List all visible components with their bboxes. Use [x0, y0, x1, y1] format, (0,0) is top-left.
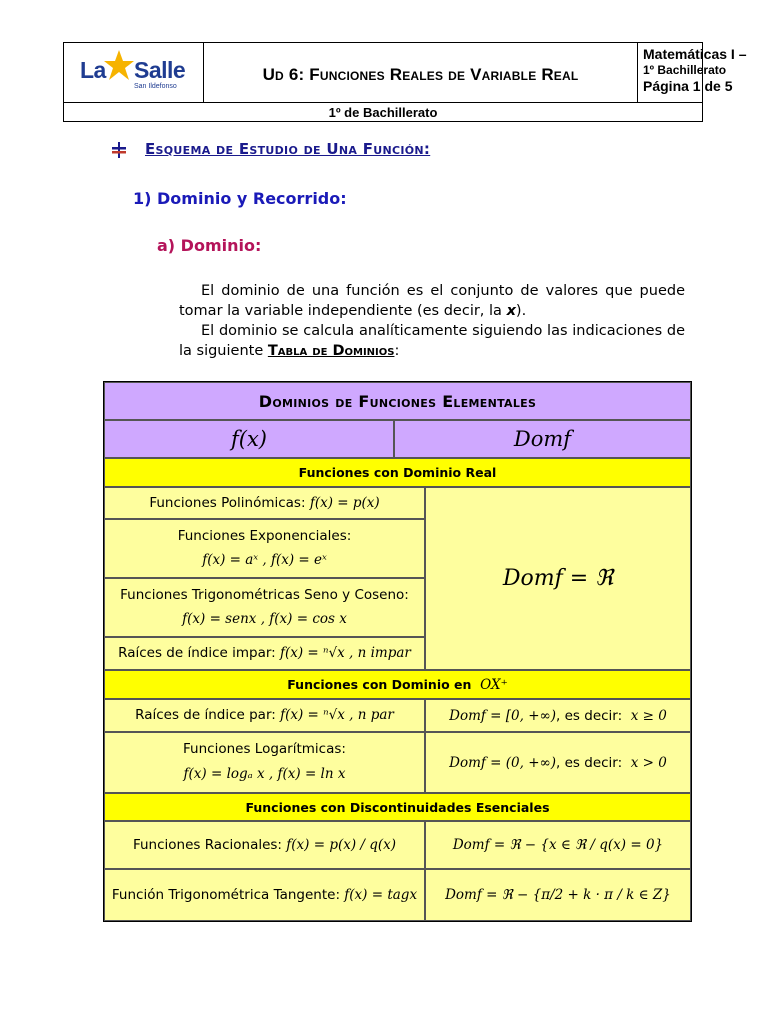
group-header-math: OX⁺	[480, 676, 508, 693]
variable-x: x	[506, 303, 516, 319]
row-tangente	[104, 869, 425, 921]
bullet-icon	[110, 141, 128, 159]
row-label: Funciones Racionales:	[132, 836, 282, 853]
row-formula: f(x) = p(x)	[309, 494, 380, 511]
row-formula: f(x) = senx , f(x) = cos x	[182, 610, 347, 627]
paragraph-calculation-text: El dominio se calcula analíticamente siguiendo las indicaciones de la siguiente	[179, 323, 685, 359]
section-title: Esquema de Estudio de Una Función:	[145, 140, 431, 158]
row-logaritmicas	[104, 732, 425, 793]
row-formula: f(x) = ⁿ√x , n impar	[280, 645, 411, 661]
row-formula: f(x) = logₐ x , f(x) = ln x	[183, 765, 346, 782]
row-label: Raíces de índice impar:	[118, 645, 276, 661]
group-header-text: Funciones con Dominio en	[287, 677, 472, 692]
group-header-discontinuities: Funciones con Discontinuidades Esenciales	[104, 793, 691, 821]
column-header-fx: f(x)	[104, 420, 394, 458]
domain-formula: Domf = ℜ − {π/2 + k · π / k ∈ Z}	[445, 887, 671, 903]
header-info	[639, 43, 747, 102]
star-icon	[103, 49, 135, 81]
domain-text: , es decir:	[556, 754, 623, 771]
row-label: Raíces de índice par:	[135, 707, 276, 723]
row-formula: f(x) = ⁿ√x , n par	[280, 707, 394, 723]
course-label: 1º Bachillerato	[643, 63, 727, 77]
domain-condition: x > 0	[630, 754, 667, 771]
paragraph-definition	[179, 281, 685, 321]
domain-formula: Domf = ℜ − {x ∈ ℜ / q(x) = 0}	[452, 837, 664, 853]
column-header-domf: Domf	[394, 420, 691, 458]
domain-formula: Domf = (0, +∞)	[449, 754, 557, 771]
table-title: Dominios de Funciones Elementales	[104, 382, 691, 420]
row-raices-par	[104, 699, 425, 732]
logo-subtitle: San Ildefonso	[134, 83, 177, 90]
domain-condition: x ≥ 0	[630, 707, 667, 724]
logo-word-la: La	[80, 57, 106, 83]
row-label: Funciones Polinómicas:	[149, 494, 306, 511]
row-exponenciales	[104, 519, 425, 578]
row-label: Funciones Logarítmicas:	[183, 740, 346, 757]
row-seno-coseno	[104, 578, 425, 637]
domain-raices-par	[425, 699, 691, 732]
row-label: Funciones Trigonométricas Seno y Coseno:	[120, 586, 409, 603]
row-raices-impar	[104, 637, 425, 670]
row-racionales	[104, 821, 425, 869]
domain-real: Domf = ℜ	[425, 487, 691, 670]
row-formula: f(x) = aˣ , f(x) = eˣ	[202, 551, 327, 568]
page-number: Página 1 de 5	[643, 78, 733, 94]
domain-formula: Domf = [0, +∞)	[449, 707, 557, 724]
row-label: Funciones Exponenciales:	[177, 527, 352, 544]
header-subtitle: 1º de Bachillerato	[328, 105, 438, 120]
row-formula: f(x) = p(x) / q(x)	[286, 836, 397, 853]
domain-text: , es decir:	[556, 707, 623, 724]
logo-word-salle: Salle	[134, 57, 186, 83]
document-header	[63, 42, 747, 122]
la-salle-logo	[64, 43, 204, 102]
row-label: Función Trigonométrica Tangente:	[111, 886, 340, 903]
paragraph-calculation-end: :	[394, 343, 400, 359]
domain-logaritmicas	[425, 732, 691, 793]
paragraph-definition-text: El dominio de una función es el conjunto de valores que puede tomar la variable independiente (es decir, la	[179, 283, 685, 319]
group-header-real: Funciones con Dominio Real	[104, 458, 691, 487]
domain-tangente	[425, 869, 691, 921]
domain-racionales	[425, 821, 691, 869]
paragraph-calculation	[179, 321, 685, 361]
domains-table	[103, 381, 692, 922]
subject-label: Matemáticas I –	[643, 46, 747, 62]
row-polinomicas	[104, 487, 425, 519]
unit-title: Ud 6: Funciones Reales de Variable Real	[204, 43, 638, 102]
header-row	[64, 43, 747, 103]
group-header-positive	[104, 670, 691, 699]
table-reference: Tabla de Dominios	[267, 343, 395, 359]
heading-domain-range: 1) Dominio y Recorrido:	[133, 189, 347, 208]
heading-domain: a) Dominio:	[157, 236, 262, 255]
row-formula: f(x) = tagx	[344, 886, 418, 903]
paragraph-definition-end: ).	[515, 303, 527, 319]
